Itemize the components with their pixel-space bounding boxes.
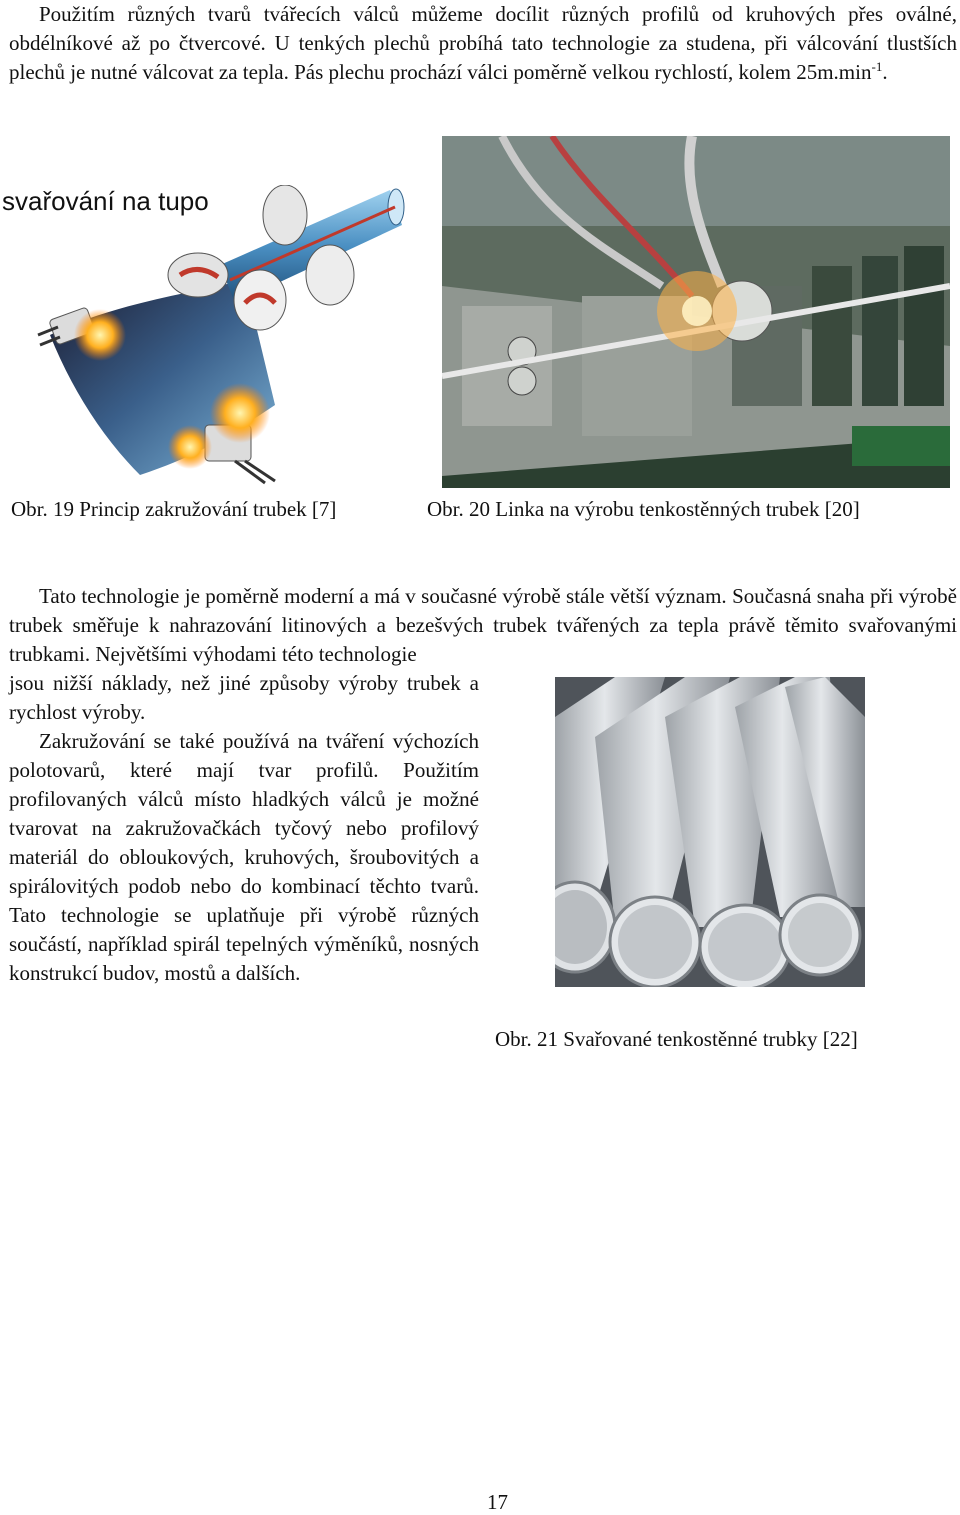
- fig19-caption: Obr. 19 Princip zakružování trubek [7]: [11, 497, 337, 521]
- fig20-photo: [442, 136, 950, 488]
- intro-paragraph: [9, 0, 957, 87]
- body-paragraph-1-continued: jsou nižší náklady, než jiné způsoby výroby trubek a rychlost výroby.: [9, 671, 479, 724]
- fig19-inner-label: svařování na tupo: [2, 186, 209, 216]
- body-paragraph-1: Tato technologie je poměrně moderní a má v současné výrobě stále větší význam. Současná snaha při výrobě trubek směřuje k nahrazování litinových a bezešvých trubek tvářených za tepla právě těmito svařovanými trubkami. Největšími výhodami této technologie: [9, 584, 957, 666]
- intro-exponent: -1: [871, 59, 883, 74]
- fig20-caption: Obr. 20 Linka na výrobu tenkostěnných trubek [20]: [427, 497, 860, 521]
- page-number: 17: [487, 1490, 508, 1514]
- fig21-photo: [555, 677, 865, 987]
- intro-text: Použitím různých tvarů tvářecích válců můžeme docílit různých profilů od kruhových přes oválné, obdélníkové až po čtvercové. U tenkých plechů probíhá tato technologie za studena, při válcování tlustších plechů je nutné válcovat za tepla. Pás plechu prochází válci poměrně velkou rychlostí, kolem 25m.min: [9, 2, 957, 84]
- body-paragraph-2: Zakružování se také používá na tváření výchozích polotovarů, které mají tvar profilů. Použitím profilovaných válců místo hladkých válců je možné tvarovat na zakružovačkách tyčový nebo profilový materiál do obloukových, kruhových, šroubovitých a spirálovitých podob nebo do kombinací těchto tvarů. Tato technologie se uplatňuje při výrobě různých součástí, například spirál tepelných výměníků, nosných konstrukcí budov, mostů a dalších.: [9, 729, 479, 985]
- intro-end: .: [882, 60, 888, 84]
- fig21-caption: Obr. 21 Svařované tenkostěnné trubky [22]: [495, 1027, 858, 1051]
- fig19-illustration: [30, 185, 410, 490]
